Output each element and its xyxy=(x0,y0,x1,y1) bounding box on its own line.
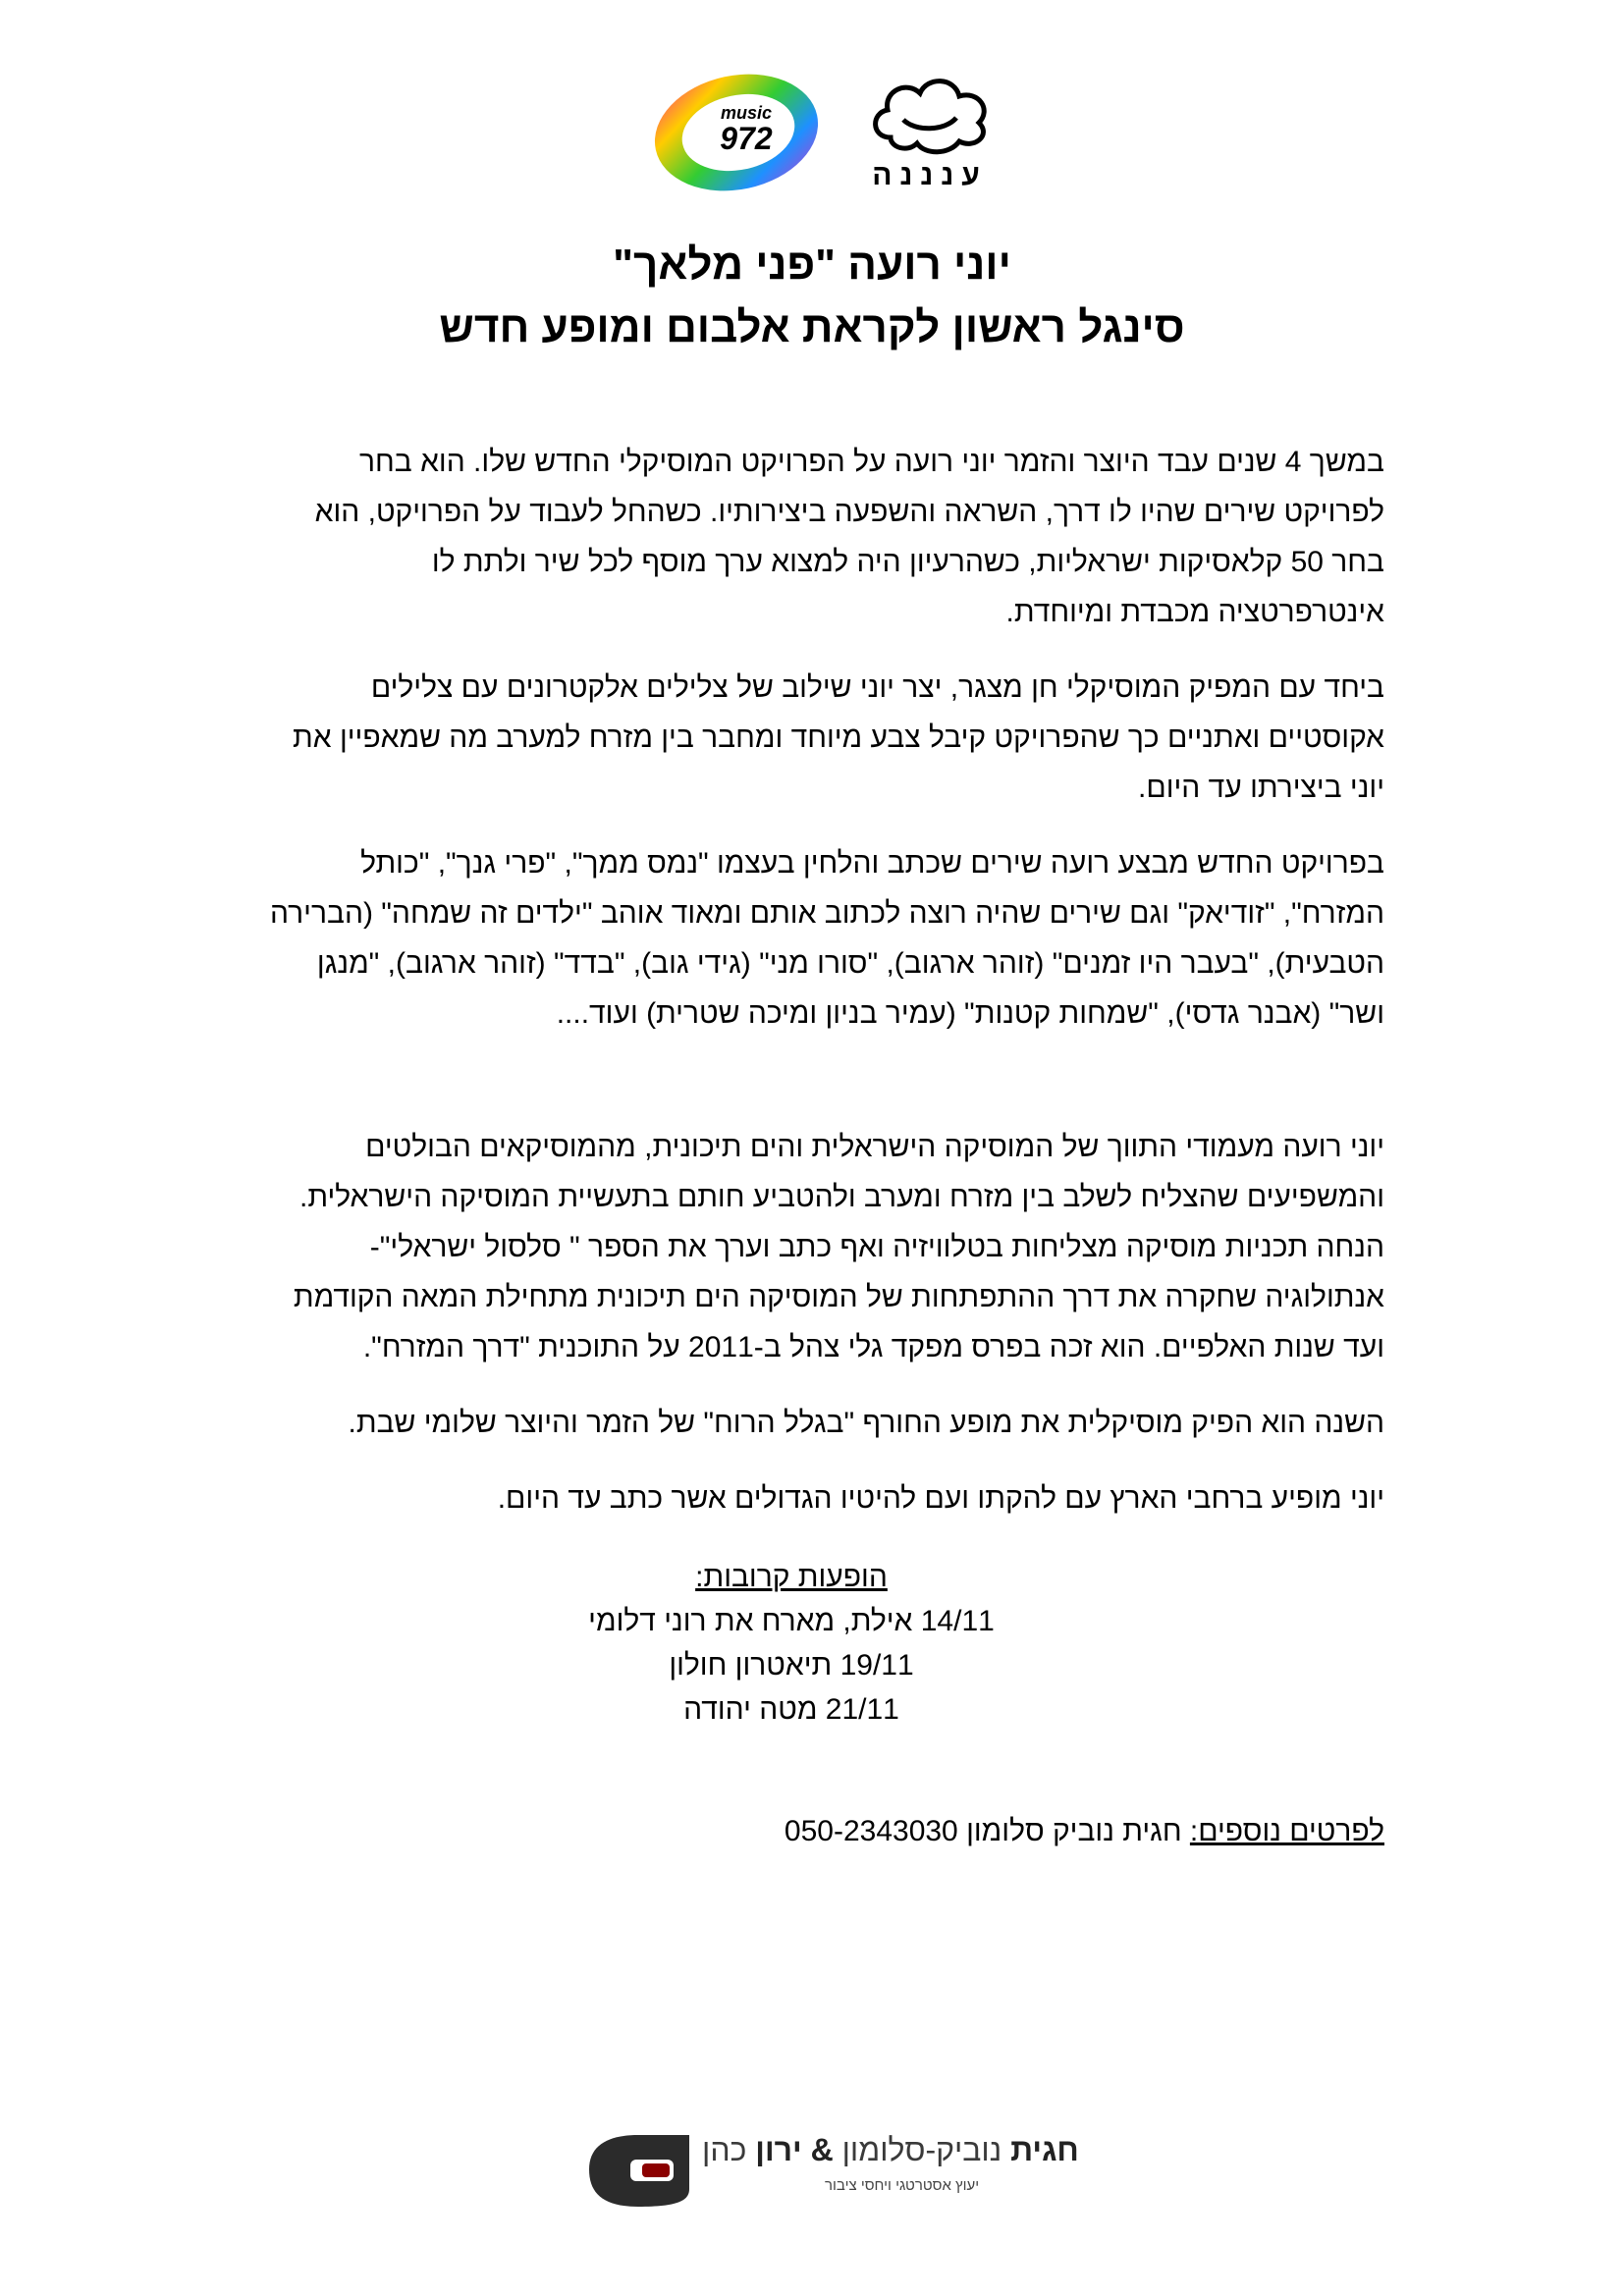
paragraph: יוני רועה מעמודי התווך של המוסיקה הישראלית והים תיכונית, מהמוסיקאים הבולטים והמשפיעים שהצליח לשלב בין מזרח ומערב ולהטביע חותם בתעשיית המוסיקה הישראלית. הנחה תכניות מוסיקה מצליחות בטלוויזיה ואף כתב וערך את הספר " סלסול ישראלי"- אנתולוגיה שחקרה את דרך ההתפתחות של המוסיקה הים תיכונית מתחילת המאה הקודמת ועד שנות האלפיים. הוא זכה בפרס מפקד גלי צהל ב-2011 על התוכנית "דרך המזרח". xyxy=(293,1131,1384,1363)
agency-name-2-bold: ירון xyxy=(755,2132,811,2167)
agency-name-1-rest: נוביק-סלומון xyxy=(833,2132,1011,2167)
show-item: 19/11 תיאטרון חולון xyxy=(669,1649,914,1682)
upcoming-shows xyxy=(267,1555,1384,1732)
anana-text: ענננה xyxy=(872,159,988,191)
title-line-2: סינגל ראשון לקראת אלבום ומופע חדש xyxy=(439,303,1185,351)
agency-mark-icon xyxy=(579,2130,697,2209)
press-release-body xyxy=(267,437,1384,1856)
agency-tagline: יעוץ אסטרטגי ויחסי ציבור xyxy=(825,2177,980,2194)
agency-logo xyxy=(579,2130,1079,2209)
agency-name-1-bold: חגית xyxy=(1010,2132,1079,2167)
music-label: music xyxy=(720,103,773,123)
paragraph: יוני מופיע ברחבי הארץ עם להקתו ועם להיטיו הגדולים אשר כתב עד היום. xyxy=(497,1482,1384,1515)
title-line-1: יוני רועה "פני מלאך" xyxy=(613,240,1011,289)
cloud-icon xyxy=(866,69,994,162)
header-logos xyxy=(0,59,1624,196)
paragraph: ביחד עם המפיק המוסיקלי חן מצגר, יצר יוני שילוב של צלילים אלקטרונים עם צלילים אקוסטיים ואתניים כך שהפרויקט קיבל צבע מיוחד ומחבר בין מזרח למערב מה שמאפיין את יוני ביצירתו עד היום. xyxy=(293,671,1384,804)
agency-name xyxy=(702,2132,1079,2168)
page-title xyxy=(295,234,1329,359)
paragraph: במשך 4 שנים עבד היוצר והזמר יוני רועה על הפרויקט המוסיקלי החדש שלו. הוא בחר לפרויקט שירים שהיו לו דרך, השראה והשפעה ביצירותיו. כשהחל לעבוד על הפרויקט, הוא בחר 50 קלאסיקות ישראליות, כשהרעיון היה למצוא ערך מוסף לכל שיר ולתת לו אינטרפרטציה מכבדת ומיוחדת. xyxy=(314,446,1384,628)
contact-value: חגית נוביק סלומון 050-2343030 xyxy=(784,1815,1190,1847)
contact-line xyxy=(267,1806,1384,1856)
agency-name-2-rest: כהן xyxy=(702,2132,756,2167)
agency-ampersand: & xyxy=(810,2132,834,2167)
music-number: 972 xyxy=(720,121,773,156)
shows-heading: הופעות קרובות: xyxy=(695,1561,888,1593)
anana-logo xyxy=(866,69,994,196)
show-item: 14/11 אילת, מארח את רוני דלומי xyxy=(588,1605,995,1637)
contact-label: לפרטים נוספים: xyxy=(1189,1815,1384,1847)
paragraph: השנה הוא הפיק מוסיקלית את מופע החורף "בגלל הרוח" של הזמר והיוצר שלומי שבת. xyxy=(348,1407,1384,1439)
music972-logo xyxy=(648,64,825,196)
show-item: 21/11 מטה יהודה xyxy=(683,1693,899,1726)
paragraph: בפרויקט החדש מבצע רועה שירים שכתב והלחין בעצמו "נמס ממך", "פרי גנך", "כותל המזרח", "זודיאק" וגם שירים שהיה רוצה לכתוב אותם ומאוד אוהב "ילדים זה שמחה" (הברירה הטבעית), "בעבר היו זמנים" (זוהר ארגוב), "סורו מני" (גידי גוב), "בדד" (זוהר ארגוב), "מנגן ושר" (אבנר גדסי), "שמחות קטנות" (עמיר בניון ומיכה שטרית) ועוד.... xyxy=(270,847,1384,1030)
